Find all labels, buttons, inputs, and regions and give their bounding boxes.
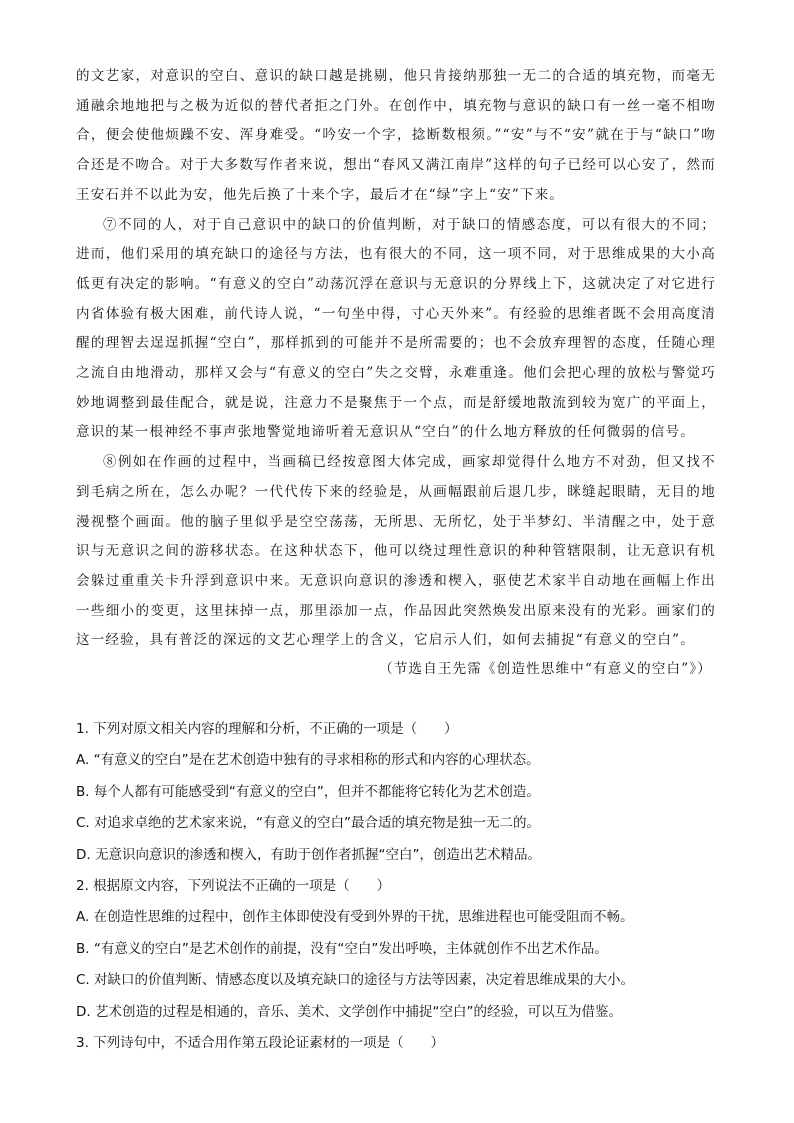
question-1-option-b: B. 每个人都有可能感受到“有意义的空白”，但并不都能将它转化为艺术创造。: [76, 783, 540, 800]
question-section: [76, 714, 726, 1059]
passage-source-citation: （节选自王先霈《创造性思维中“有意义的空白”》）: [379, 661, 712, 677]
question-2-option-a: A. 在创造性思维的过程中，创作主体即使没有受到外界的干扰，思维进程也可能受阻而不畅。: [76, 909, 634, 926]
question-2-option-b: B. “有意义的空白”是艺术创作的前提，没有“空白”发出呼唤，主体就创作不出艺术作品。: [76, 940, 608, 957]
question-2-option-d: D. 艺术创造的过程是相通的，音乐、美术、文学创作中捕捉“空白”的经验，可以互为借鉴。: [76, 1003, 622, 1020]
question-1-stem: 1. 下列对原文相关内容的理解和分析，不正确的一项是（ ）: [76, 721, 458, 737]
question-1-option-c: C. 对追求卓绝的艺术家来说，“有意义的空白”最合适的填充物是独一无二的。: [76, 815, 540, 832]
question-1-option-d: D. 无意识向意识的渗透和楔入，有助于创作者抓握“空白”，创造出艺术精品。: [76, 846, 541, 863]
question-2-stem: 2. 根据原文内容，下列说法不正确的一项是（ ）: [76, 877, 391, 894]
question-2-option-c: C. 对缺口的价值判断、情感态度以及填充缺口的途径与方法等因素，决定着思维成果的大小。: [76, 972, 635, 989]
question-1-option-a: A. “有意义的空白”是在艺术创造中独有的寻求相称的形式和内容的心理状态。: [76, 752, 540, 769]
passage-paragraph-7: ⑦不同的人，对于自己意识中的缺口的价值判断，对于缺口的情感态度，可以有很大的不同；进而，他们采用的填充缺口的途径与方法，也有很大的不同，这一项不同，对于思维成果的大小高低更有决定的影响。“有意义的空白”动荡沉浮在意识与无意识的分界线上下，这就决定了对它进行内省体验有极大困难，前代诗人说，“一句坐中得，寸心天外来”。有经验的思维者既不会用高度清醒的理智去逞逞抓握“空白”，那样抓到的可能并不是所需要的；也不会放弃理智的态度，任随心理之流自由地滑动，那样又会与“有意义的空白”失之交臂，永难重逢。他们会把心理的放松与警觉巧妙地调整到最佳配合，就是说，注意力不是聚焦于一个点，而是舒缓地散流到较为宽广的平面上，意识的某一根神经不事声张地警觉地谛听着无意识从“空白”的什么地方释放的任何微弱的信号。: [76, 216, 716, 441]
reading-passage: [76, 62, 716, 656]
question-3-stem: 3. 下列诗句中，不适合用作第五段论证素材的一项是（ ）: [76, 1034, 445, 1051]
passage-paragraph-continued: 的文艺家，对意识的空白、意识的缺口越是挑剔，他只肯接纳那独一无二的合适的填充物，而毫无通融余地地把与之极为近似的替代者拒之门外。在创作中，填充物与意识的缺口有一丝一毫不相吻合，便会使他烦躁不安、浑身难受。“吟安一个字，捻断数根须。”“安”与不“安”就在于与“缺口”吻合还是不吻合。对于大多数写作者来说，想出“春风又满江南岸”这样的句子已经可以心安了，然而王安石并不以此为安，他先后换了十来个字，最后才在“绿”字上“安”下来。: [76, 68, 716, 203]
passage-paragraph-8: ⑧例如在作画的过程中，当画稿已经按意图大体完成，画家却觉得什么地方不对劲，但又找不到毛病之所在，怎么办呢？一代代传下来的经验是，从画幅跟前后退几步，眯缝起眼睛，无目的地漫视整个画面。他的脑子里似乎是空空荡荡，无所思、无所忆，处于半梦幻、半清醒之中，处于意识与无意识之间的游移状态。在这种状态下，他可以绕过理性意识的种种管辖限制，让无意识有机会躲过重重关卡升浮到意识中来。无意识向意识的渗透和楔入，驱使艺术家半自动地在画幅上作出一些细小的变更，这里抹掉一点，那里添加一点，作品因此突然焕发出原来没有的光彩。画家们的这一经验，具有普泛的深远的文艺心理学上的含义，它启示人们，如何去捕捉“有意义的空白”。: [76, 454, 716, 649]
